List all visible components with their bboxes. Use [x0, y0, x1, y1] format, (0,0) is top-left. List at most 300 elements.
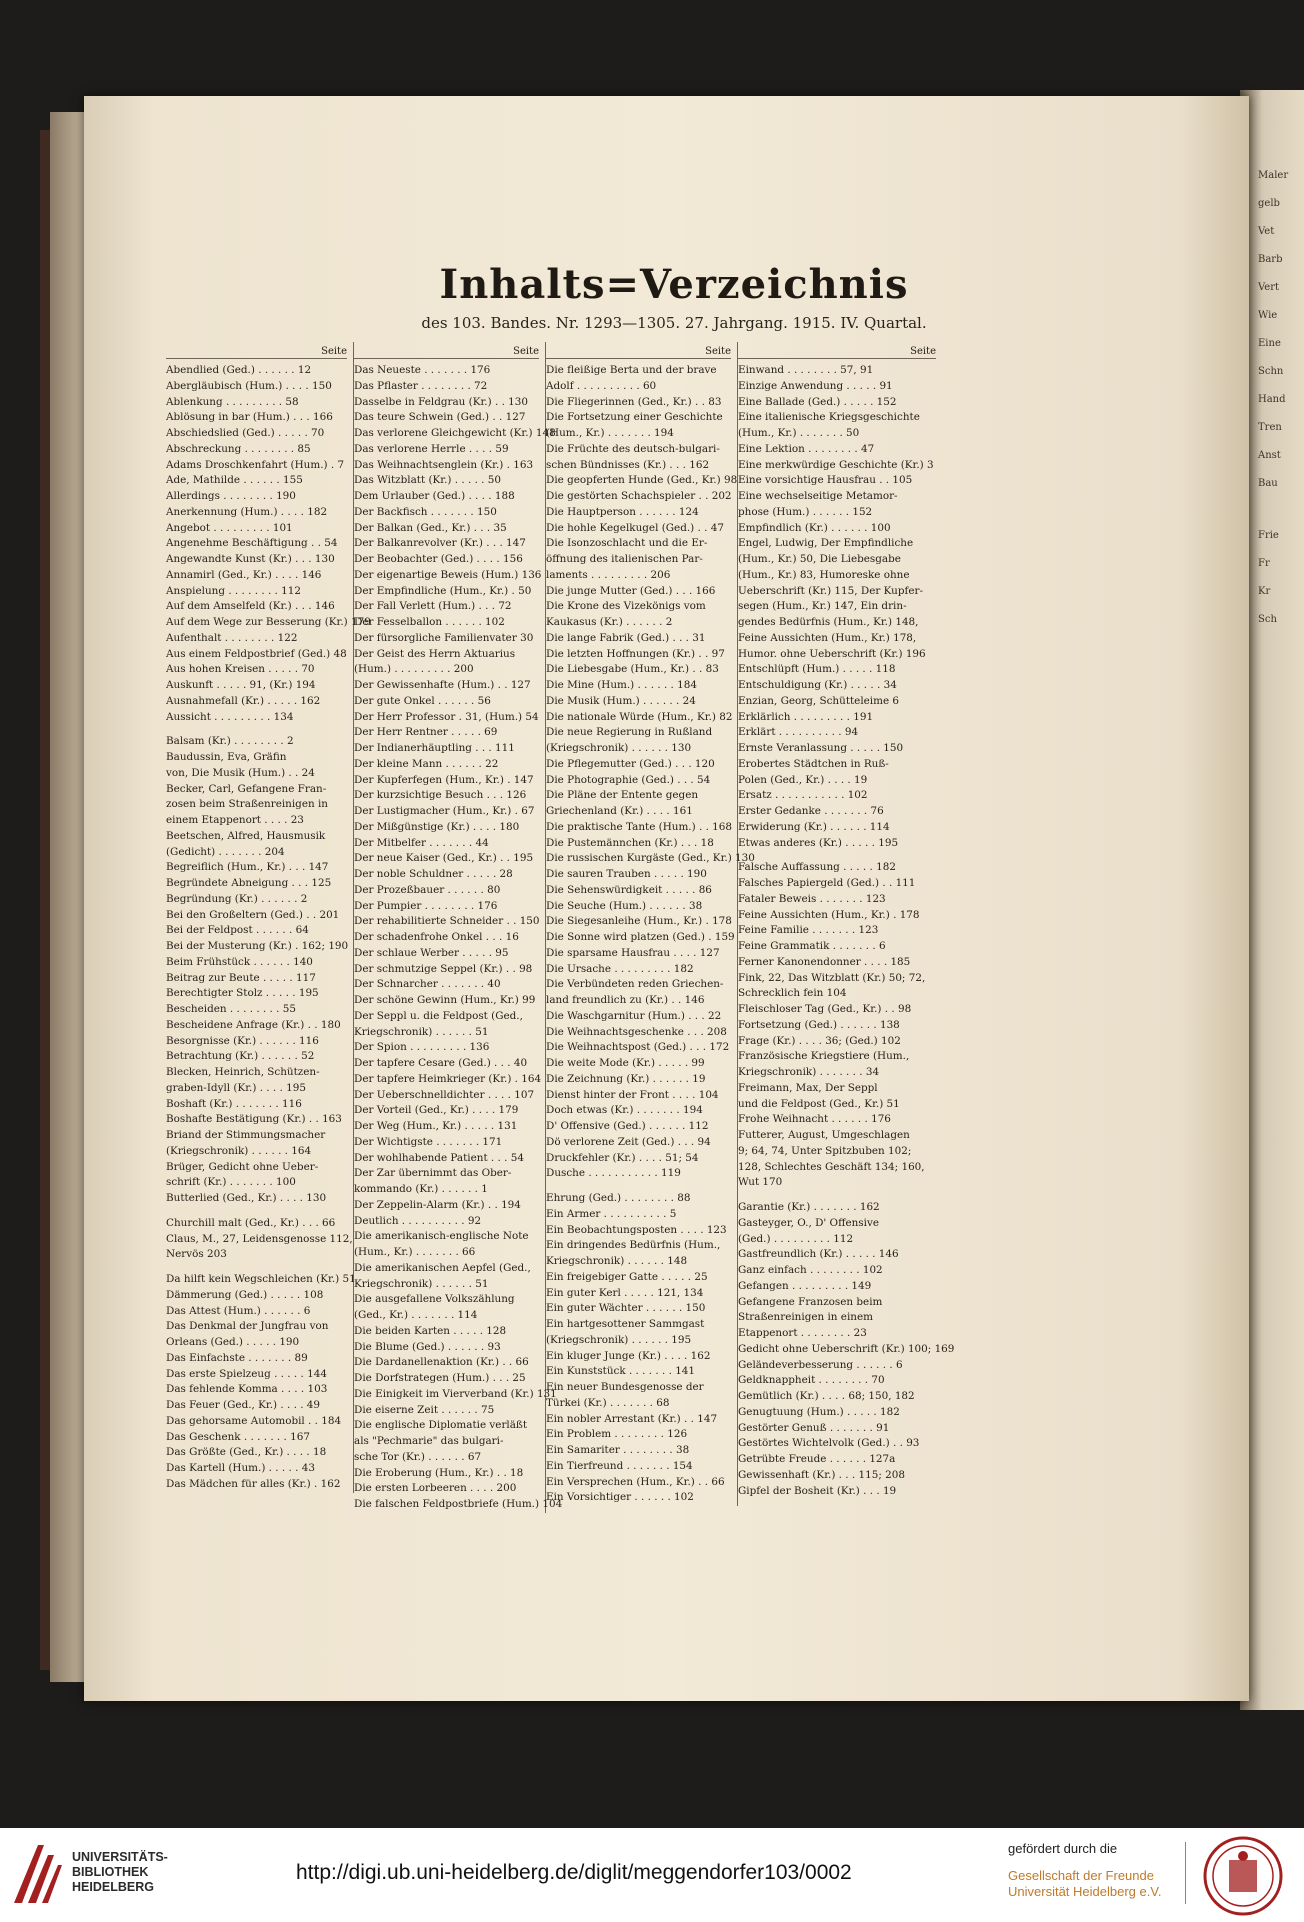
index-entry: Bei den Großeltern (Ged.) . . 201 [166, 908, 340, 921]
index-entry: 9; 64, 74, Unter Spitzbuben 102; [738, 1144, 912, 1157]
index-entry: Das verlorene Herrle . . . . 59 [354, 442, 509, 455]
index-entry: land freundlich zu (Kr.) . . 146 [546, 994, 705, 1006]
index-entry: Die weite Mode (Kr.) . . . . . 99 [546, 1057, 705, 1069]
index-entry: Entschlüpft (Hum.) . . . . . 118 [738, 663, 896, 676]
university-library-logo-icon [14, 1845, 62, 1903]
index-entry: Churchill malt (Ged., Kr.) . . . 66 [166, 1216, 336, 1229]
index-entry: Der Lustigmacher (Hum., Kr.) . 67 [354, 805, 535, 817]
index-entry: Der fürsorgliche Familienvater 30 [354, 631, 534, 644]
index-entry: Erster Gedanke . . . . . . . 76 [738, 805, 884, 817]
index-entry: als "Pechmarie" das bulgari- [354, 1435, 504, 1447]
index-entry: Die Pläne der Entente gegen [546, 789, 699, 802]
next-page-text-fragment: Hand [1258, 394, 1286, 405]
index-entry: Feine Aussichten (Hum., Kr.) 178, [738, 631, 917, 644]
index-entry: einem Etappenort . . . . 23 [166, 814, 304, 826]
index-entry: Die Pustemännchen (Kr.) . . . 18 [546, 836, 714, 849]
index-entry: 128, Schlechtes Geschäft 134; 160, [738, 1160, 925, 1173]
index-entry: Die Blume (Ged.) . . . . . . 93 [354, 1340, 501, 1353]
index-entry: sche Tor (Kr.) . . . . . . 67 [354, 1450, 482, 1463]
index-entry: Ade, Mathilde . . . . . . 155 [166, 474, 303, 487]
index-entry: Angewandte Kunst (Kr.) . . . 130 [166, 553, 335, 565]
index-entry: Die Fliegerinnen (Ged., Kr.) . . 83 [546, 395, 722, 408]
index-entry: Kriegschronik) . . . . . . 51 [354, 1277, 489, 1290]
index-entry: Der Zeppelin-Alarm (Kr.) . . 194 [354, 1198, 521, 1211]
index-column-3 [546, 342, 755, 1506]
index-entry: Erklärlich . . . . . . . . . 191 [738, 710, 874, 723]
index-entry: Der Mißgünstige (Kr.) . . . . 180 [354, 820, 520, 833]
index-entry: Annamirl (Ged., Kr.) . . . . 146 [166, 568, 322, 581]
index-entry: Ein freigebiger Gatte . . . . . 25 [546, 1270, 708, 1283]
index-entry: Der Ueberschnelldichter . . . . 107 [354, 1088, 535, 1101]
index-entry: Der Backfisch . . . . . . . 150 [354, 505, 497, 518]
section-gap [166, 1207, 347, 1216]
index-entry: Die lange Fabrik (Ged.) . . . 31 [546, 631, 706, 644]
index-entry: Die Sehenswürdigkeit . . . . . 86 [546, 883, 712, 896]
index-entry: Dienst hinter der Front . . . . 104 [546, 1088, 719, 1101]
index-entry: Ein Kunststück . . . . . . . 141 [546, 1365, 696, 1378]
index-entry: Die Hauptperson . . . . . . 124 [546, 505, 699, 518]
index-entry: Die Siegesanleihe (Hum., Kr.) . 178 [546, 915, 732, 928]
index-entry: Falsche Auffassung . . . . . 182 [738, 861, 896, 874]
index-entry: Das Feuer (Ged., Kr.) . . . . 49 [166, 1399, 321, 1411]
index-entry: Bescheiden . . . . . . . . 55 [166, 1003, 296, 1015]
index-entry: Der Herr Rentner . . . . . 69 [354, 726, 498, 739]
next-page-text-fragment: Wie [1258, 310, 1278, 321]
index-entry: Dö verlorene Zeit (Ged.) . . . 94 [546, 1135, 711, 1148]
index-entry: Das Geschenk . . . . . . . 167 [166, 1430, 310, 1443]
index-entry: Der Seppl u. die Feldpost (Ged., [354, 1009, 523, 1022]
index-entry: Feine Grammatik . . . . . . . 6 [738, 940, 886, 952]
index-entry: Brüger, Gedicht ohne Ueber- [166, 1160, 319, 1173]
index-entry: Der Pumpier . . . . . . . . 176 [354, 899, 498, 912]
index-entry: Der schöne Gewinn (Hum., Kr.) 99 [354, 994, 536, 1006]
index-entry: Ganz einfach . . . . . . . . 102 [738, 1264, 883, 1276]
next-page-text-fragment: Frie [1258, 530, 1279, 541]
index-entry: Erwiderung (Kr.) . . . . . . 114 [738, 820, 890, 833]
index-entry: Das Neueste . . . . . . . 176 [354, 364, 491, 376]
next-page-text-fragment: Vert [1258, 282, 1280, 293]
index-entry: Der Herr Professor . 31, (Hum.) 54 [354, 710, 539, 723]
index-entry: Der Schnarcher . . . . . . . 40 [354, 978, 501, 991]
index-entry: Anerkennung (Hum.) . . . . 182 [166, 505, 328, 518]
index-entry: Die amerikanisch-englische Note [354, 1230, 529, 1243]
section-gap [738, 1191, 936, 1200]
index-entry: Kriegschronik) . . . . . . . 34 [738, 1066, 880, 1078]
index-entry: Ein kluger Junge (Kr.) . . . . 162 [546, 1349, 711, 1362]
index-entry: Die Waschgarnitur (Hum.) . . . 22 [546, 1009, 722, 1022]
index-entry: Doch etwas (Kr.) . . . . . . . 194 [546, 1104, 703, 1117]
section-gap [166, 1263, 347, 1272]
index-entry: Orleans (Ged.) . . . . . 190 [166, 1336, 300, 1348]
next-page-text-fragment: Eine [1258, 338, 1281, 349]
index-entry: Französische Kriegstiere (Hum., [738, 1050, 910, 1063]
index-entry: Der schadenfrohe Onkel . . . 16 [354, 931, 519, 943]
index-entry: Eine wechselseitige Metamor- [738, 490, 898, 502]
index-entry: Der Spion . . . . . . . . . 136 [354, 1041, 490, 1054]
index-entry: Die ausgefallene Volkszählung [354, 1293, 515, 1306]
library-footer [0, 1828, 1304, 1922]
index-entry: Falsches Papiergeld (Ged.) . . 111 [738, 877, 916, 889]
index-entry: Ein guter Kerl . . . . . 121, 134 [546, 1286, 704, 1299]
index-entry: Der Fesselballon . . . . . . 102 [354, 616, 505, 628]
section-gap [166, 725, 347, 734]
index-entry: Der Gewissenhafte (Hum.) . . 127 [354, 679, 531, 691]
index-entry: Das Attest (Hum.) . . . . . . 6 [166, 1304, 311, 1317]
index-entry: Ablösung in bar (Hum.) . . . 166 [166, 411, 333, 424]
index-entry: Die Krone des Vizekönigs vom [546, 600, 706, 613]
index-entry: Einzige Anwendung . . . . . 91 [738, 379, 893, 392]
index-entry: Der Indianerhäuptling . . . 111 [354, 742, 515, 754]
index-entry: Boshafte Bestätigung (Kr.) . . 163 [166, 1113, 342, 1126]
index-entry: Auf dem Amselfeld (Kr.) . . . 146 [166, 600, 335, 613]
index-entry: Die Eroberung (Hum., Kr.) . . 18 [354, 1466, 524, 1479]
index-entry: Ein Problem . . . . . . . . 126 [546, 1428, 688, 1441]
index-entry: Die sparsame Hausfrau . . . . 127 [546, 946, 720, 959]
index-entry: Der tapfere Cesare (Ged.) . . . 40 [354, 1057, 528, 1069]
index-entry: Gewissenhaft (Kr.) . . . 115; 208 [738, 1468, 905, 1481]
index-entry: Dem Urlauber (Ged.) . . . . 188 [354, 490, 515, 502]
index-entry: Becker, Carl, Gefangene Fran- [166, 782, 327, 795]
index-entry: Die Weihnachtsgeschenke . . . 208 [546, 1025, 727, 1038]
index-entry: kommando (Kr.) . . . . . . 1 [354, 1183, 488, 1195]
index-entry: Baudussin, Eva, Gräfin [166, 751, 287, 763]
index-entry: Die amerikanischen Aepfel (Ged., [354, 1261, 531, 1274]
index-entry: Die russischen Kurgäste (Ged., Kr.) 130 [546, 852, 755, 865]
footer-divider [1185, 1842, 1186, 1904]
index-entry: Entschuldigung (Kr.) . . . . . 34 [738, 679, 897, 691]
index-page [84, 96, 1249, 1701]
next-page-text-fragment: Barb [1258, 254, 1283, 265]
index-entry: Bescheidene Anfrage (Kr.) . . 180 [166, 1018, 341, 1031]
index-entry: Die ersten Lorbeeren . . . . 200 [354, 1482, 517, 1495]
index-entry: (Hum., Kr.) . . . . . . . 50 [738, 427, 860, 439]
index-entry: Der Balkanrevolver (Kr.) . . . 147 [354, 537, 526, 550]
index-entry: Auskunft . . . . . 91, (Kr.) 194 [166, 679, 316, 691]
index-entry: Gestörter Genuß . . . . . . . 91 [738, 1421, 890, 1434]
index-entry: Die Dardanellenaktion (Kr.) . . 66 [354, 1356, 529, 1369]
index-entry: Beim Frühstück . . . . . . 140 [166, 955, 313, 968]
index-entry: Deutlich . . . . . . . . . . 92 [354, 1214, 482, 1227]
index-entry: Berechtigter Stolz . . . . . 195 [166, 987, 319, 1000]
index-entry: Die geopferten Hunde (Ged., Kr.) 98 [546, 474, 738, 487]
index-entry: Eine italienische Kriegsgeschichte [738, 411, 920, 424]
index-entry: (Ged.) . . . . . . . . . 112 [738, 1232, 854, 1245]
index-entry: Betrachtung (Kr.) . . . . . . 52 [166, 1050, 315, 1063]
index-entry: Beetschen, Alfred, Hausmusik [166, 829, 326, 842]
index-entry: Freimann, Max, Der Seppl [738, 1081, 878, 1094]
index-entry: Ein Armer . . . . . . . . . . 5 [546, 1207, 677, 1220]
index-entry: Der gute Onkel . . . . . . 56 [354, 694, 491, 707]
index-entry: Getrübte Freude . . . . . . 127a [738, 1453, 896, 1465]
index-column-1 [166, 342, 371, 1493]
index-entry: Ein nobler Arrestant (Kr.) . . 147 [546, 1412, 718, 1425]
index-entry: Empfindlich (Kr.) . . . . . . 100 [738, 521, 891, 534]
index-entry: Das verlorene Gleichgewicht (Kr.) 148 [354, 427, 556, 439]
next-page-text-fragment: gelb [1258, 198, 1280, 209]
index-entry: Etwas anderes (Kr.) . . . . . 195 [738, 836, 899, 849]
index-entry: Die falschen Feldpostbriefe (Hum.) 104 [354, 1498, 563, 1510]
volume-subtitle: des 103. Bandes. Nr. 1293—1305. 27. Jahrgang. 1915. IV. Quartal. [421, 314, 927, 332]
index-entry: Das Kartell (Hum.) . . . . . 43 [166, 1462, 315, 1474]
index-entry: Die englische Diplomatie verläßt [354, 1419, 528, 1432]
library-name: UNIVERSITÄTS- BIBLIOTHEK HEIDELBERG [72, 1850, 168, 1894]
index-entry: Eine merkwürdige Geschichte (Kr.) 3 [738, 458, 934, 471]
index-entry: Die fleißige Berta und der brave [546, 364, 717, 376]
index-entry: Gipfel der Bosheit (Kr.) . . . 19 [738, 1484, 897, 1497]
index-entry: Ersatz . . . . . . . . . . . 102 [738, 789, 868, 802]
index-entry: Gefangen . . . . . . . . . 149 [738, 1279, 872, 1292]
index-entry: (Gedicht) . . . . . . . 204 [166, 845, 285, 858]
index-entry: Der Wichtigste . . . . . . . 171 [354, 1135, 503, 1148]
index-entry: Griechenland (Kr.) . . . . 161 [546, 805, 693, 817]
index-entry: Türkei (Kr.) . . . . . . . 68 [546, 1396, 670, 1409]
index-entry: Gastfreundlich (Kr.) . . . . . 146 [738, 1248, 899, 1261]
index-entry: Aus hohen Kreisen . . . . . 70 [166, 663, 315, 676]
index-entry: Die neue Regierung in Rußland [546, 726, 713, 739]
index-entry: Druckfehler (Kr.) . . . . 51; 54 [546, 1151, 699, 1164]
index-entry: Die Ursache . . . . . . . . . 182 [546, 962, 694, 975]
index-entry: Ausnahmefall (Kr.) . . . . . 162 [166, 694, 321, 707]
index-entry: Der schlaue Werber . . . . . 95 [354, 946, 509, 959]
next-page-text-fragment: Kr [1258, 586, 1271, 597]
index-entry: D' Offensive (Ged.) . . . . . . 112 [546, 1120, 709, 1132]
index-entry: Der rehabilitierte Schneider . . 150 [354, 915, 540, 928]
index-entry: Die Liebesgabe (Hum., Kr.) . . 83 [546, 663, 719, 676]
index-entry: Ein neuer Bundesgenosse der [546, 1381, 704, 1393]
index-entry: Angebot . . . . . . . . . 101 [166, 521, 293, 534]
index-entry: Frage (Kr.) . . . . 36; (Ged.) 102 [738, 1034, 901, 1047]
index-entry: Humor. ohne Ueberschrift (Kr.) 196 [738, 647, 926, 660]
index-entry: Feine Familie . . . . . . . 123 [738, 924, 879, 937]
index-entry: Fleischloser Tag (Ged., Kr.) . . 98 [738, 1003, 912, 1015]
index-entry: Der noble Schuldner . . . . . 28 [354, 868, 513, 880]
index-entry: Kaukasus (Kr.) . . . . . . 2 [546, 616, 673, 628]
index-entry: Eine Ballade (Ged.) . . . . . 152 [738, 395, 897, 408]
next-page-text-fragment: Schn [1258, 366, 1284, 377]
index-entry: Ernste Veranlassung . . . . . 150 [738, 742, 904, 754]
index-entry: Die nationale Würde (Hum., Kr.) 82 [546, 710, 733, 723]
index-entry: Angenehme Beschäftigung . . 54 [166, 537, 338, 550]
index-entry: Die beiden Karten . . . . . 128 [354, 1324, 507, 1337]
index-entry: Der Balkan (Ged., Kr.) . . . 35 [354, 521, 507, 534]
index-entry: Gefangene Franzosen beim [738, 1295, 883, 1308]
index-entry: Der Vorteil (Ged., Kr.) . . . . 179 [354, 1104, 519, 1117]
index-entry: Begründete Abneigung . . . 125 [166, 877, 332, 889]
index-entry: Die junge Mutter (Ged.) . . . 166 [546, 584, 716, 597]
index-entry: Der wohlhabende Patient . . . 54 [354, 1151, 524, 1164]
index-entry: Die Musik (Hum.) . . . . . . 24 [546, 694, 696, 707]
index-entry: Beitrag zur Beute . . . . . 117 [166, 971, 316, 984]
index-entry: Ein Tierfreund . . . . . . . 154 [546, 1459, 693, 1472]
next-page-edge [1240, 90, 1304, 1710]
index-entry: Das erste Spielzeug . . . . . 144 [166, 1367, 327, 1380]
index-entry: Ein Samariter . . . . . . . . 38 [546, 1444, 690, 1456]
next-page-text-fragment: Bau [1258, 478, 1278, 489]
index-entry: Allerdings . . . . . . . . 190 [166, 490, 296, 502]
index-entry: Die Dorfstrategen (Hum.) . . . 25 [354, 1372, 526, 1384]
index-entry: (Hum., Kr.) . . . . . . . 194 [546, 427, 674, 439]
index-entry: graben-Idyll (Kr.) . . . . 195 [166, 1081, 306, 1094]
index-entry: Der Prozeßbauer . . . . . . 80 [354, 883, 501, 896]
next-page-text-fragment: Tren [1258, 422, 1282, 433]
index-entry: Das Pflaster . . . . . . . . 72 [354, 379, 488, 392]
next-page-text-fragment: Fr [1258, 558, 1270, 569]
index-entry: Die Isonzoschlacht und die Er- [546, 537, 708, 550]
index-entry: Blecken, Heinrich, Schützen- [166, 1066, 320, 1078]
index-entry: Der Geist des Herrn Aktuarius [354, 647, 516, 660]
index-entry: Adams Droschkenfahrt (Hum.) . 7 [166, 458, 345, 471]
index-entry: Dämmerung (Ged.) . . . . . 108 [166, 1288, 324, 1301]
next-page-text-fragment: Maler [1258, 170, 1289, 181]
index-entry: Die Fortsetzung einer Geschichte [546, 411, 723, 424]
index-entry: Gasteyger, O., D' Offensive [738, 1216, 879, 1229]
index-entry: Die Einigkeit im Vierverband (Kr.) 131 [354, 1387, 557, 1400]
index-entry: Fortsetzung (Ged.) . . . . . . 138 [738, 1018, 900, 1031]
index-entry: Kriegschronik) . . . . . . 51 [354, 1025, 489, 1038]
index-entry: Das Denkmal der Jungfrau von [166, 1320, 329, 1333]
index-entry: (Kriegschronik) . . . . . . 164 [166, 1144, 312, 1157]
index-entry: Die gestörten Schachspieler . . 202 [546, 490, 732, 502]
index-entry: Boshaft (Kr.) . . . . . . . 116 [166, 1097, 302, 1110]
index-entry: Abschiedslied (Ged.) . . . . . 70 [166, 427, 325, 439]
index-entry: Das Weihnachtsenglein (Kr.) . 163 [354, 458, 534, 471]
seite-header: Seite [738, 342, 936, 359]
index-entry: Das Größte (Ged., Kr.) . . . . 18 [166, 1446, 327, 1459]
seite-header: Seite [166, 342, 347, 359]
permalink-url[interactable]: http://digi.ub.uni-heidelberg.de/diglit/meggendorfer103/0002 [296, 1861, 852, 1884]
index-entry: Frohe Weihnacht . . . . . . 176 [738, 1113, 891, 1126]
index-entry: Einwand . . . . . . . . 57, 91 [738, 364, 874, 376]
index-entry: Die eiserne Zeit . . . . . . 75 [354, 1403, 495, 1416]
index-entry: Die Früchte des deutsch-bulgari- [546, 442, 720, 455]
index-entry: Ein Vorsichtiger . . . . . . 102 [546, 1491, 694, 1504]
index-entry: Der kurzsichtige Besuch . . . 126 [354, 789, 527, 802]
index-entry: Claus, M., 27, Leidensgenosse 112, [166, 1232, 353, 1245]
index-entry: Abergläubisch (Hum.) . . . . 150 [166, 379, 332, 392]
index-entry: Nervös 203 [166, 1248, 227, 1261]
index-entry: Schrecklich fein 104 [738, 987, 847, 1000]
index-entry: (Hum., Kr.) . . . . . . . 66 [354, 1246, 476, 1258]
section-gap [738, 851, 936, 860]
index-entry: Der tapfere Heimkrieger (Kr.) . 164 [354, 1072, 542, 1085]
index-entry: Eine vorsichtige Hausfrau . . 105 [738, 474, 913, 487]
index-entry: schen Bündnisses (Kr.) . . . 162 [546, 458, 710, 471]
index-entry: Die Photographie (Ged.) . . . 54 [546, 773, 711, 786]
index-entry: Auf dem Wege zur Besserung (Kr.) 179 [166, 616, 371, 628]
index-entry: Dasselbe in Feldgrau (Kr.) . . 130 [354, 395, 529, 408]
index-entry: Polen (Ged., Kr.) . . . . 19 [738, 773, 868, 786]
next-page-text-fragment: Vet [1258, 226, 1275, 237]
index-entry: Der Mitbelfer . . . . . . . 44 [354, 836, 489, 849]
index-entry: Ueberschrift (Kr.) 115, Der Kupfer- [738, 584, 923, 597]
index-entry: Gestörtes Wichtelvolk (Ged.) . . 93 [738, 1437, 920, 1450]
section-gap [546, 1182, 731, 1191]
index-entry: Das Einfachste . . . . . . . 89 [166, 1351, 308, 1364]
index-entry: Das gehorsame Automobil . . 184 [166, 1414, 342, 1427]
index-entry: Die Verbündeten reden Griechen- [546, 978, 724, 991]
funded-by-label: gefördert durch die [1008, 1841, 1118, 1856]
index-entry: Straßenreinigen in einem [738, 1311, 873, 1324]
index-entry: Dusche . . . . . . . . . . . 119 [546, 1167, 681, 1180]
seite-header: Seite [546, 342, 731, 359]
index-entry: Anspielung . . . . . . . . 112 [166, 584, 301, 597]
index-entry: öffnung des italienischen Par- [546, 553, 703, 565]
index-entry: Fataler Beweis . . . . . . . 123 [738, 892, 886, 905]
index-entry: Gemütlich (Kr.) . . . . 68; 150, 182 [738, 1390, 915, 1402]
index-entry: Fink, 22, Das Witzblatt (Kr.) 50; 72, [738, 971, 926, 984]
index-entry: Die Mine (Hum.) . . . . . . 184 [546, 679, 697, 691]
index-entry: Feine Aussichten (Hum., Kr.) . 178 [738, 908, 920, 921]
index-entry: (Hum.) . . . . . . . . . 200 [354, 663, 474, 676]
index-entry: Ein guter Wächter . . . . . . 150 [546, 1302, 706, 1315]
index-entry: Das Mädchen für alles (Kr.) . 162 [166, 1477, 341, 1490]
index-entry: Futterer, August, Umgeschlagen [738, 1129, 910, 1141]
index-entry: laments . . . . . . . . . 206 [546, 568, 671, 581]
index-entry: Besorgnisse (Kr.) . . . . . . 116 [166, 1034, 319, 1047]
index-entry: Geldknappheit . . . . . . . . 70 [738, 1374, 885, 1387]
index-entry: von, Die Musik (Hum.) . . 24 [166, 766, 315, 779]
index-entry: Aufenthalt . . . . . . . . 122 [166, 631, 298, 644]
index-entry: Die Sonne wird platzen (Ged.) . 159 [546, 931, 735, 943]
index-entry: Etappenort . . . . . . . . 23 [738, 1327, 867, 1339]
index-entry: Erobertes Städtchen in Ruß- [738, 757, 889, 770]
index-column-2 [354, 342, 563, 1513]
index-entry: phose (Hum.) . . . . . . 152 [738, 505, 873, 518]
index-entry: Der Weg (Hum., Kr.) . . . . . 131 [354, 1120, 518, 1132]
seite-header: Seite [354, 342, 539, 359]
index-entry: Der Zar übernimmt das Ober- [354, 1167, 512, 1180]
index-entry: Die praktische Tante (Hum.) . . 168 [546, 820, 733, 833]
index-entry: Ein Beobachtungsposten . . . . 123 [546, 1223, 727, 1236]
index-entry: Die Pflegemutter (Ged.) . . . 120 [546, 757, 715, 770]
index-entry: gendes Bedürfnis (Hum., Kr.) 148, [738, 616, 919, 628]
index-entry: Die Zeichnung (Kr.) . . . . . . 19 [546, 1072, 706, 1085]
index-entry: Abendlied (Ged.) . . . . . . 12 [166, 364, 312, 376]
index-entry: (Ged., Kr.) . . . . . . . 114 [354, 1309, 478, 1321]
index-entry: Der Fall Verlett (Hum.) . . . 72 [354, 600, 512, 613]
index-entry: Kriegschronik) . . . . . . 148 [546, 1255, 688, 1267]
index-entry: Der eigenartige Beweis (Hum.) 136 [354, 568, 542, 581]
index-entry: Der schmutzige Seppel (Kr.) . . 98 [354, 962, 533, 975]
index-entry: (Kriegschronik) . . . . . . 130 [546, 742, 692, 754]
index-entry: Die Weihnachtspost (Ged.) . . . 172 [546, 1041, 730, 1054]
index-entry: Ein Versprechen (Hum., Kr.) . . 66 [546, 1475, 725, 1488]
index-entry: Gedicht ohne Ueberschrift (Kr.) 100; 169 [738, 1342, 955, 1355]
index-entry: Der kleine Mann . . . . . . 22 [354, 757, 499, 770]
index-entry: Adolf . . . . . . . . . . 60 [546, 379, 657, 392]
index-entry: Briand der Stimmungsmacher [166, 1129, 326, 1141]
index-entry: Geländeverbesserung . . . . . . 6 [738, 1358, 903, 1371]
index-entry: Balsam (Kr.) . . . . . . . . 2 [166, 735, 294, 748]
society-name: Gesellschaft der Freunde Universität Heidelberg e.V. [1008, 1868, 1162, 1899]
index-entry: Bei der Feldpost . . . . . . 64 [166, 924, 309, 937]
index-entry: (Kriegschronik) . . . . . . 195 [546, 1333, 692, 1346]
index-entry: Der Beobachter (Ged.) . . . . 156 [354, 553, 523, 565]
page-title: Inhalts=Verzeichnis [439, 261, 909, 308]
index-entry: Engel, Ludwig, Der Empfindliche [738, 537, 914, 550]
index-entry: (Hum., Kr.) 83, Humoreske ohne [738, 568, 910, 581]
index-entry: Eine Lektion . . . . . . . . 47 [738, 442, 875, 455]
index-entry: Enzian, Georg, Schütteleime 6 [738, 694, 900, 707]
index-entry: Die letzten Hoffnungen (Kr.) . . 97 [546, 647, 725, 660]
index-entry: Begreiflich (Hum., Kr.) . . . 147 [166, 861, 329, 874]
index-entry: Die Seuche (Hum.) . . . . . . 38 [546, 899, 703, 912]
index-entry: und die Feldpost (Ged., Kr.) 51 [738, 1097, 900, 1110]
index-entry: Ein hartgesottener Sammgast [546, 1318, 705, 1330]
index-entry: (Hum., Kr.) 50, Die Liebesgabe [738, 553, 901, 565]
index-column-4 [738, 342, 955, 1499]
index-entry: Garantie (Kr.) . . . . . . . 162 [738, 1201, 880, 1213]
